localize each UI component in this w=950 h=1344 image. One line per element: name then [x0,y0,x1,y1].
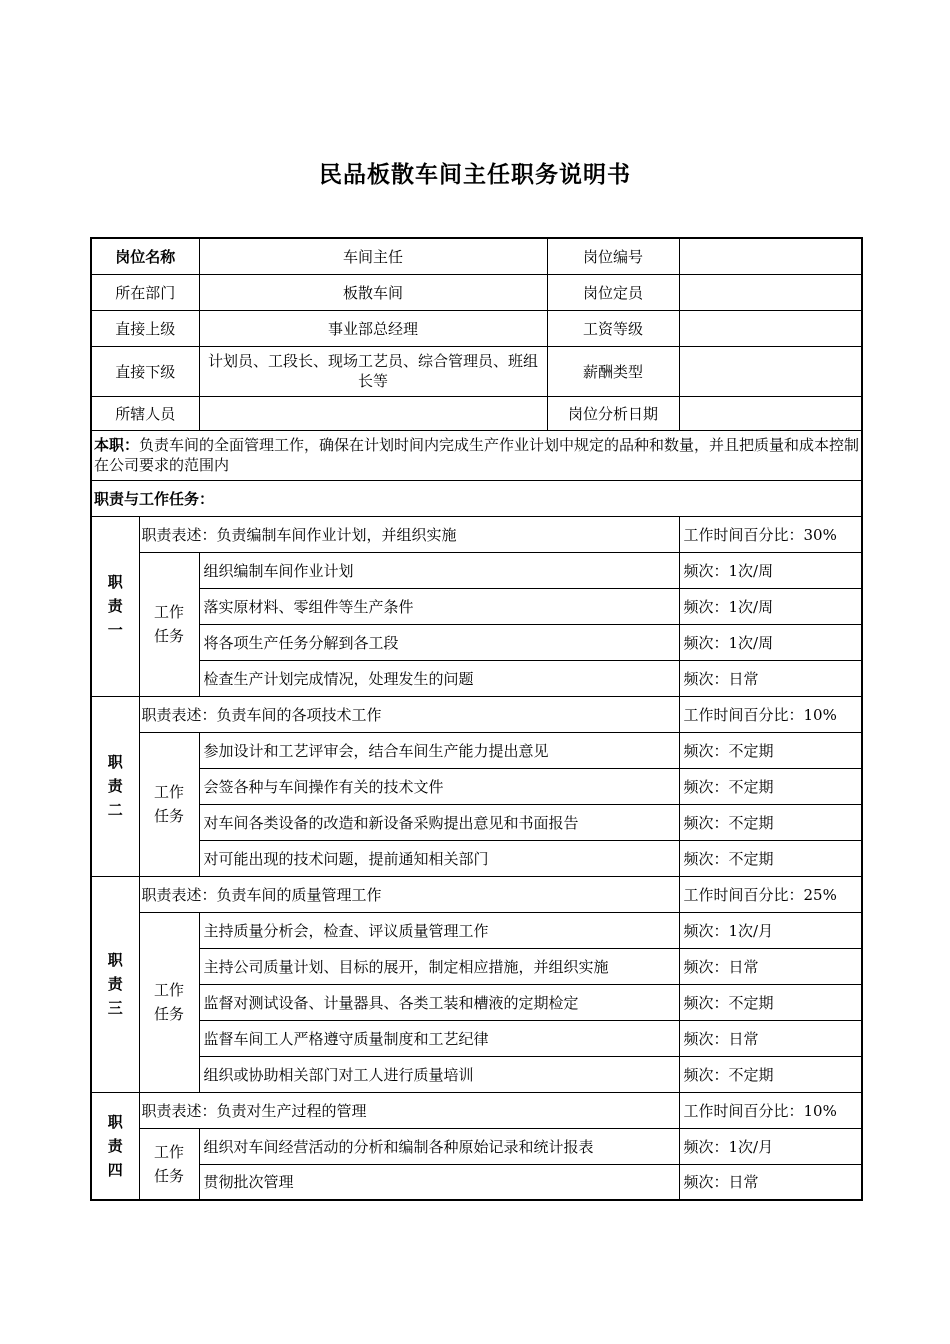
field-label: 岗位定员 [547,274,679,310]
field-label: 所辖人员 [91,396,199,430]
duty-time-percentage: 工作时间百分比：30% [679,516,862,552]
duty-desc-row [91,876,862,912]
header-row [91,238,862,274]
task-text: 对可能出现的技术问题，提前通知相关部门 [199,840,679,876]
task-row [91,588,862,624]
task-text: 对车间各类设备的改造和新设备采购提出意见和书面报告 [199,804,679,840]
task-text: 监督对测试设备、计量器具、各类工装和槽液的定期检定 [199,984,679,1020]
duty-name [91,696,139,876]
task-frequency: 频次：不定期 [679,804,862,840]
duty-time-percentage: 工作时间百分比：25% [679,876,862,912]
task-row [91,1128,862,1164]
field-label: 直接下级 [91,346,199,396]
duties-heading: 职责与工作任务： [91,480,862,516]
duty-time-percentage: 工作时间百分比：10% [679,696,862,732]
duty-description: 职责表述：负责编制车间作业计划，并组织实施 [139,516,679,552]
page-title: 民品板散车间主任职务说明书 [319,162,631,188]
header-row [91,396,862,430]
field-value [679,274,862,310]
task-frequency: 频次：日常 [679,948,862,984]
field-label: 岗位分析日期 [547,396,679,430]
benzhi-label: 本职： [94,436,140,454]
duty-name [91,516,139,696]
task-frequency: 频次：不定期 [679,984,862,1020]
task-frequency: 频次：1次/月 [679,1128,862,1164]
duty-desc-row [91,696,862,732]
task-row [91,624,862,660]
task-text: 检查生产计划完成情况，处理发生的问题 [199,660,679,696]
task-row [91,1020,862,1056]
duty-name-char: 责 [107,975,123,993]
field-value [199,396,547,430]
task-label-line: 工作 [154,783,185,801]
header-row [91,310,862,346]
field-label: 直接上级 [91,310,199,346]
task-row [91,912,862,948]
duty-description: 职责表述：负责车间的各项技术工作 [139,696,679,732]
duty-name-char: 职 [107,573,123,591]
task-label-line: 任务 [154,807,185,825]
header-row [91,346,862,396]
task-label [139,732,199,876]
header-row [91,274,862,310]
task-text: 组织或协助相关部门对工人进行质量培训 [199,1056,679,1092]
benzhi-row [91,430,862,480]
task-text: 会签各种与车间操作有关的技术文件 [199,768,679,804]
task-row [91,1164,862,1200]
task-row [91,804,862,840]
duty-name-char: 职 [107,951,123,969]
task-row [91,984,862,1020]
duty-name-char: 责 [107,777,123,795]
task-label-line: 任务 [154,1166,185,1185]
duty-desc-row [91,516,862,552]
task-frequency: 频次：不定期 [679,732,862,768]
task-row [91,840,862,876]
task-frequency: 频次：不定期 [679,1056,862,1092]
duty-description: 职责表述：负责对生产过程的管理 [139,1092,679,1128]
task-text: 参加设计和工艺评审会，结合车间生产能力提出意见 [199,732,679,768]
task-frequency: 频次：1次/周 [679,624,862,660]
task-frequency: 频次：1次/周 [679,552,862,588]
duty-time-percentage: 工作时间百分比：10% [679,1092,862,1128]
duty-name-char: 责 [107,1136,123,1155]
field-value: 车间主任 [199,238,547,274]
task-row [91,660,862,696]
task-label-line: 任务 [154,627,185,645]
task-frequency: 频次：1次/周 [679,588,862,624]
field-label: 岗位名称 [91,238,199,274]
field-value [679,238,862,274]
duty-name-char: 职 [107,1112,123,1131]
table-body [91,238,862,1200]
duty-name-char: 四 [107,1160,123,1179]
task-text: 贯彻批次管理 [199,1164,679,1200]
field-label: 薪酬类型 [547,346,679,396]
duty-name-char: 责 [107,597,123,615]
task-frequency: 频次：1次/月 [679,912,862,948]
task-label-line: 工作 [154,981,185,999]
task-label [139,912,199,1092]
field-value: 板散车间 [199,274,547,310]
task-frequency: 频次：不定期 [679,768,862,804]
task-frequency: 频次：日常 [679,1020,862,1056]
job-description-table [90,237,863,1201]
duty-name [91,1092,139,1200]
task-text: 组织编制车间作业计划 [199,552,679,588]
duty-description: 职责表述：负责车间的质量管理工作 [139,876,679,912]
duty-name-char: 一 [107,621,123,639]
task-text: 组织对车间经营活动的分析和编制各种原始记录和统计报表 [199,1128,679,1164]
task-text: 主持质量分析会，检查、评议质量管理工作 [199,912,679,948]
task-frequency: 频次：日常 [679,660,862,696]
duty-name-char: 职 [107,753,123,771]
task-label-line: 工作 [154,1142,185,1161]
benzhi-text: 负责车间的全面管理工作，确保在计划时间内完成生产作业计划中规定的品种和数量，并且把质量和成本控制在公司要求的范围内 [94,436,860,474]
benzhi-cell [91,430,862,480]
task-text: 主持公司质量计划、目标的展开，制定相应措施，并组织实施 [199,948,679,984]
task-label-line: 工作 [154,603,185,621]
duty-name-char: 二 [107,801,123,819]
task-row [91,552,862,588]
task-row [91,732,862,768]
task-row [91,768,862,804]
duty-desc-row [91,1092,862,1128]
field-label: 所在部门 [91,274,199,310]
task-text: 落实原材料、零组件等生产条件 [199,588,679,624]
field-label: 工资等级 [547,310,679,346]
task-label-line: 任务 [154,1005,185,1023]
field-value [679,310,862,346]
field-value [679,346,862,396]
task-label [139,552,199,696]
field-value: 事业部总经理 [199,310,547,346]
field-value [679,396,862,430]
task-row [91,1056,862,1092]
duty-name-char: 三 [107,999,123,1017]
task-frequency: 频次：不定期 [679,840,862,876]
task-label [139,1128,199,1200]
task-text: 监督车间工人严格遵守质量制度和工艺纪律 [199,1020,679,1056]
field-value: 计划员、工段长、现场工艺员、综合管理员、班组长等 [199,346,547,396]
task-text: 将各项生产任务分解到各工段 [199,624,679,660]
duty-name [91,876,139,1092]
field-label: 岗位编号 [547,238,679,274]
task-frequency: 频次：日常 [679,1164,862,1200]
duties-heading-row [91,480,862,516]
task-row [91,948,862,984]
